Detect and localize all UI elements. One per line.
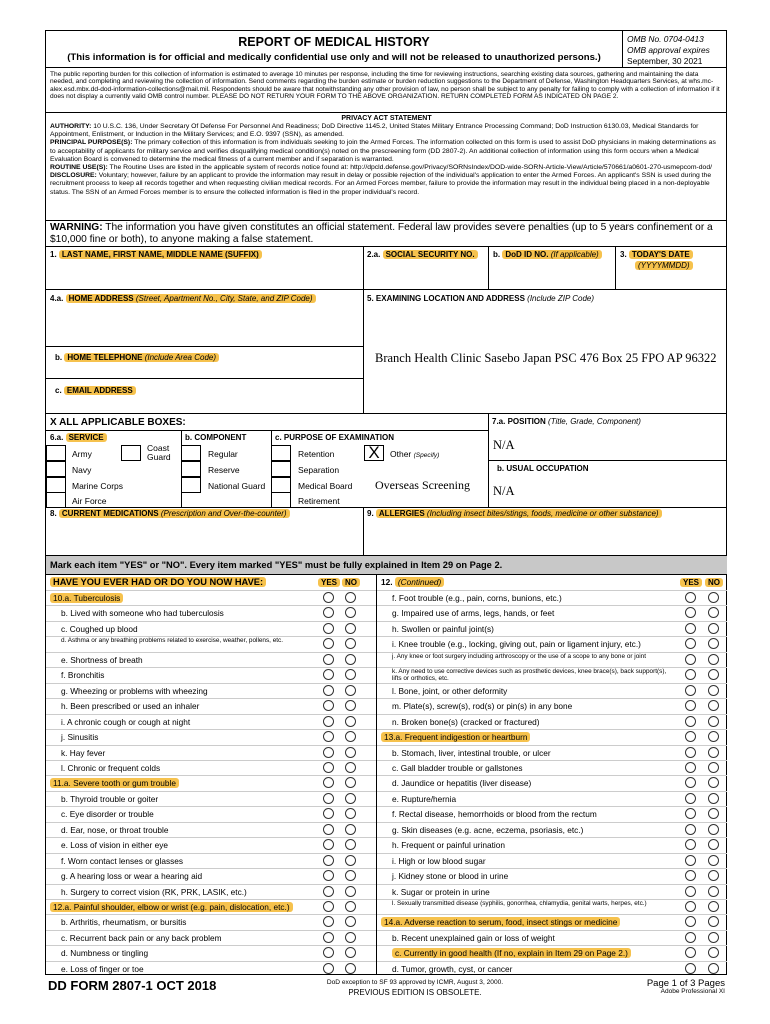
question-text: i. A chronic cough or cough at night — [61, 717, 191, 727]
row-divider — [46, 621, 376, 622]
yes-radio[interactable] — [323, 685, 334, 696]
page-indicator: Page 1 of 3 Pages — [646, 978, 725, 989]
row-divider — [377, 791, 727, 792]
question-text: m. Plate(s), screw(s), rod(s) or pin(s) in any bone — [392, 701, 573, 711]
row-divider — [377, 853, 727, 854]
no-radio[interactable] — [345, 623, 356, 634]
yes-radio[interactable] — [685, 777, 696, 788]
retirement-label: Retirement — [298, 496, 340, 506]
no-radio[interactable] — [345, 700, 356, 711]
retention-label: Retention — [298, 449, 335, 459]
question-text: d. Tumor, growth, cyst, or cancer — [392, 964, 513, 974]
medical-board-label: Medical Board — [298, 481, 353, 491]
yes-radio[interactable] — [685, 886, 696, 897]
field-5-label: 5. EXAMINING LOCATION AND ADDRESS (Include ZIP Code) — [367, 294, 595, 303]
yes-radio[interactable] — [685, 839, 696, 850]
question-text: h. Frequent or painful urination — [392, 840, 506, 850]
question-text: g. Skin diseases (e.g. acne, eczema, psoriasis, etc.) — [392, 825, 584, 835]
row-divider — [377, 698, 727, 699]
yes-radio[interactable] — [323, 916, 334, 927]
question-text: 11.a. Severe tooth or gum trouble — [50, 778, 179, 788]
right-no-header: NO — [705, 578, 723, 587]
question-text: e. Loss of finger or toe — [61, 964, 144, 974]
question-text: 12.a. Painful shoulder, elbow or wrist (e.g. pain, dislocation, etc.) — [50, 902, 293, 912]
regular-checkbox[interactable] — [181, 445, 201, 461]
air-force-checkbox[interactable] — [46, 492, 66, 508]
no-radio[interactable] — [345, 916, 356, 927]
question-text: j. Any knee or foot surgery including arthroscopy or the use of a scope to any bone or joint — [392, 653, 646, 660]
yes-radio[interactable] — [323, 963, 334, 974]
yes-radio[interactable] — [685, 747, 696, 758]
field-3-label: 3. TODAY'S DATE (YYYYMMDD) — [620, 249, 693, 271]
yes-radio[interactable] — [323, 855, 334, 866]
row-divider — [377, 745, 727, 746]
yes-radio[interactable] — [323, 638, 334, 649]
yes-radio[interactable] — [323, 808, 334, 819]
navy-checkbox[interactable] — [46, 461, 66, 477]
row-divider — [377, 914, 727, 915]
question-text: j. Kidney stone or blood in urine — [392, 871, 509, 881]
row-divider — [46, 667, 376, 668]
exception-note: DoD exception to SF 93 approved by ICMR, August 3, 2000. — [326, 979, 504, 986]
yes-radio[interactable] — [685, 654, 696, 665]
no-radio[interactable] — [708, 747, 719, 758]
question-text: c. Currently in good health (If no, explain in Item 29 on Page 2.) — [392, 948, 631, 958]
no-radio[interactable] — [345, 855, 356, 866]
no-radio[interactable] — [708, 808, 719, 819]
row-divider — [377, 590, 727, 591]
field-9-label: 9. ALLERGIES (Including insect bites/stings, foods, medicine or other substance) — [367, 509, 662, 518]
form-number: DD FORM 2807-1 OCT 2018 — [48, 978, 217, 993]
other-label: Other (Specify) — [390, 449, 440, 459]
no-radio[interactable] — [708, 824, 719, 835]
form-title: REPORT OF MEDICAL HISTORY — [238, 35, 430, 49]
question-text: n. Broken bone(s) (cracked or fractured) — [392, 717, 540, 727]
yes-radio[interactable] — [685, 607, 696, 618]
row-divider — [46, 652, 376, 653]
field-4b-label: b. HOME TELEPHONE (Include Area Code) — [55, 353, 219, 362]
yes-radio[interactable] — [323, 947, 334, 958]
yes-radio[interactable] — [685, 592, 696, 603]
row-divider — [46, 729, 376, 730]
no-radio[interactable] — [345, 607, 356, 618]
field-2a-label: 2.a. SOCIAL SECURITY NO. — [367, 250, 478, 259]
row-divider — [377, 930, 727, 931]
yes-radio[interactable] — [685, 947, 696, 958]
marine-corps-checkbox[interactable] — [46, 477, 66, 493]
question-text: g. Wheezing or problems with wheezing — [61, 686, 208, 696]
air-force-label: Air Force — [72, 496, 107, 506]
no-radio[interactable] — [345, 654, 356, 665]
form-subtitle: (This information is for official and medically confidential use only and will not be released to unauthorized persons.) — [67, 52, 601, 63]
privacy-title: PRIVACY ACT STATEMENT — [341, 115, 432, 122]
question-text: g. Impaired use of arms, legs, hands, or feet — [392, 608, 555, 618]
retirement-checkbox[interactable] — [271, 492, 291, 508]
row-divider — [377, 884, 727, 885]
question-text: c. Eye disorder or trouble — [61, 809, 154, 819]
yes-radio[interactable] — [323, 592, 334, 603]
component-label: b. COMPONENT — [185, 433, 247, 442]
no-radio[interactable] — [345, 777, 356, 788]
row-divider — [377, 837, 727, 838]
row-divider — [377, 636, 727, 637]
no-radio[interactable] — [345, 824, 356, 835]
yes-radio[interactable] — [323, 870, 334, 881]
row-divider — [46, 791, 376, 792]
coast-guard-checkbox[interactable] — [121, 445, 141, 461]
no-radio[interactable] — [708, 700, 719, 711]
yes-radio[interactable] — [323, 607, 334, 618]
no-radio[interactable] — [345, 731, 356, 742]
no-radio[interactable] — [345, 947, 356, 958]
right-section-header: 12. (Continued) — [381, 577, 444, 587]
question-text: b. Thyroid trouble or goiter — [61, 794, 159, 804]
yes-radio[interactable] — [323, 700, 334, 711]
question-text: d. Asthma or any breathing problems related to exercise, weather, pollens, etc. — [61, 637, 284, 644]
question-text: f. Rectal disease, hemorrhoids or blood from the rectum — [392, 809, 597, 819]
question-text: i. High or low blood sugar — [392, 856, 486, 866]
army-label: Army — [72, 449, 92, 459]
row-divider — [46, 775, 376, 776]
yes-radio[interactable] — [323, 886, 334, 897]
warning-statement: WARNING: The information you have given constitutes an official statement. Federal law provides severe penalties (up to 5 years confinement or a $10,000 fine or both), to anyone making a false statement. — [50, 222, 713, 245]
yes-radio[interactable] — [685, 762, 696, 773]
no-radio[interactable] — [345, 685, 356, 696]
applicable-boxes-title: X ALL APPLICABLE BOXES: — [50, 417, 186, 428]
question-text: c. Coughed up blood — [61, 624, 138, 634]
question-text: d. Ear, nose, or throat trouble — [61, 825, 169, 835]
yes-radio[interactable] — [323, 654, 334, 665]
yes-radio[interactable] — [685, 916, 696, 927]
question-text: b. Stomach, liver, intestinal trouble, or ulcer — [392, 748, 551, 758]
marine-corps-label: Marine Corps — [72, 481, 124, 491]
field-4a-label: 4.a. HOME ADDRESS (Street, Apartment No., City, State, and ZIP Code) — [50, 294, 316, 303]
question-text: g. A hearing loss or wear a hearing aid — [61, 871, 203, 881]
field-7b-label: b. USUAL OCCUPATION — [497, 464, 589, 473]
no-radio[interactable] — [708, 762, 719, 773]
question-text: b. Recent unexplained gain or loss of weight — [392, 933, 555, 943]
no-radio[interactable] — [345, 886, 356, 897]
no-radio[interactable] — [708, 916, 719, 927]
question-text: c. Gall bladder trouble or gallstones — [392, 763, 523, 773]
question-text: f. Foot trouble (e.g., pain, corns, bunions, etc.) — [392, 593, 562, 603]
question-text: h. Surgery to correct vision (RK, PRK, LASIK, etc.) — [61, 887, 247, 897]
no-radio[interactable] — [708, 669, 719, 680]
no-radio[interactable] — [708, 716, 719, 727]
no-radio[interactable] — [708, 638, 719, 649]
yes-radio[interactable] — [323, 731, 334, 742]
no-radio[interactable] — [708, 947, 719, 958]
name-input[interactable] — [52, 262, 360, 286]
yes-radio[interactable] — [685, 901, 696, 912]
yes-radio[interactable] — [685, 963, 696, 974]
omb-number: OMB No. 0704-0413 — [627, 34, 704, 44]
no-radio[interactable] — [708, 607, 719, 618]
row-divider — [46, 899, 376, 900]
row-divider — [46, 698, 376, 699]
field-6a-label: 6.a. SERVICE — [50, 433, 107, 442]
row-divider — [377, 868, 727, 869]
yes-radio[interactable] — [323, 824, 334, 835]
row-divider — [377, 683, 727, 684]
row-divider — [46, 806, 376, 807]
yes-radio[interactable] — [323, 669, 334, 680]
occupation-value[interactable]: N/A — [493, 484, 515, 498]
yes-radio[interactable] — [323, 762, 334, 773]
yes-radio[interactable] — [685, 638, 696, 649]
no-radio[interactable] — [345, 932, 356, 943]
adobe-note: Adobe Professional XI — [660, 988, 725, 995]
no-radio[interactable] — [345, 762, 356, 773]
allergies-input[interactable] — [367, 520, 723, 553]
yes-radio[interactable] — [323, 793, 334, 804]
navy-label: Navy — [72, 465, 92, 475]
question-text: h. Been prescribed or used an inhaler — [61, 701, 200, 711]
row-divider — [46, 822, 376, 823]
row-divider — [46, 945, 376, 946]
yes-radio[interactable] — [685, 932, 696, 943]
date-input[interactable] — [619, 272, 723, 287]
row-divider — [46, 590, 376, 591]
row-divider — [46, 853, 376, 854]
question-text: j. Sinusitis — [61, 732, 99, 742]
position-value[interactable]: N/A — [493, 438, 515, 452]
question-text: d. Numbness or tingling — [61, 948, 149, 958]
yes-radio[interactable] — [685, 824, 696, 835]
question-text: f. Worn contact lenses or glasses — [61, 856, 184, 866]
question-text: 10.a. Tuberculosis — [50, 593, 123, 603]
reserve-label: Reserve — [208, 465, 240, 475]
no-radio[interactable] — [708, 932, 719, 943]
row-divider — [377, 945, 727, 946]
row-divider — [46, 605, 376, 606]
yes-radio[interactable] — [323, 901, 334, 912]
omb-date: September, 30 2021 — [627, 56, 703, 66]
no-radio[interactable] — [345, 638, 356, 649]
field-7a-label: 7.a. POSITION (Title, Grade, Component) — [492, 417, 641, 426]
no-radio[interactable] — [345, 901, 356, 912]
no-radio[interactable] — [708, 793, 719, 804]
yes-radio[interactable] — [685, 716, 696, 727]
no-radio[interactable] — [345, 870, 356, 881]
no-radio[interactable] — [708, 855, 719, 866]
yes-radio[interactable] — [323, 747, 334, 758]
question-text: f. Bronchitis — [61, 670, 105, 680]
instruction-text: Mark each item "YES" or "NO". Every item marked "YES" must be fully explained in Item 29 on Page 2. — [50, 560, 503, 570]
left-section-header: HAVE YOU EVER HAD OR DO YOU NOW HAVE: — [50, 577, 266, 587]
row-divider — [46, 837, 376, 838]
question-text: h. Swollen or painful joint(s) — [392, 624, 494, 634]
row-divider — [377, 729, 727, 730]
question-text: d. Jaundice or hepatitis (liver disease) — [392, 778, 532, 788]
no-radio[interactable] — [708, 623, 719, 634]
yes-radio[interactable] — [685, 623, 696, 634]
previous-edition-note: PREVIOUS EDITION IS OBSOLETE. — [348, 988, 482, 997]
dod-id-input[interactable] — [492, 262, 612, 286]
yes-radio[interactable] — [685, 685, 696, 696]
yes-radio[interactable] — [323, 623, 334, 634]
question-text: k. Sugar or protein in urine — [392, 887, 490, 897]
question-text: e. Rupture/hernia — [392, 794, 457, 804]
no-radio[interactable] — [345, 839, 356, 850]
national-guard-checkbox[interactable] — [181, 477, 201, 493]
army-checkbox[interactable] — [46, 445, 66, 461]
no-radio[interactable] — [708, 839, 719, 850]
coast-guard-label: Coast Guard — [147, 443, 171, 462]
question-text: e. Loss of vision in either eye — [61, 840, 168, 850]
yes-radio[interactable] — [685, 700, 696, 711]
row-divider — [46, 714, 376, 715]
no-radio[interactable] — [708, 886, 719, 897]
purpose-label: c. PURPOSE OF EXAMINATION — [275, 433, 394, 442]
question-text: c. Recurrent back pain or any back problem — [61, 933, 222, 943]
no-radio[interactable] — [345, 716, 356, 727]
reserve-checkbox[interactable] — [181, 461, 201, 477]
no-radio[interactable] — [708, 731, 719, 742]
row-divider — [46, 868, 376, 869]
left-yes-header: YES — [318, 578, 340, 587]
question-text: l. Bone, joint, or other deformity — [392, 686, 508, 696]
row-divider — [46, 745, 376, 746]
omb-approval: OMB approval expires — [627, 45, 710, 55]
no-radio[interactable] — [708, 654, 719, 665]
left-no-header: NO — [342, 578, 360, 587]
national-guard-label: National Guard — [208, 481, 266, 491]
examining-location-value[interactable]: Branch Health Clinic Sasebo Japan PSC 476 Box 25 FPO AP 96322 — [375, 351, 717, 365]
yes-radio[interactable] — [323, 777, 334, 788]
no-radio[interactable] — [345, 793, 356, 804]
row-divider — [377, 961, 727, 962]
burden-statement: The public reporting burden for this collection of information is estimated to average 10 minutes per response, including the time for reviewing instructions, searching existing data sources, gathering and maintaining the data needed, and completing and reviewing the collection of information. Send comments regarding the burden estimate or burden reduction suggestions to the Department of Defense, Washington Headquarters Services, at whs.mc-alex.esd.mbx.dd-dod-information-collections@mail.mil. Respondents should be aware that notwithstanding any other provision of law, no person shall be subject to any penalty for failing to comply with a collection of information if it does not display a currently valid OMB control number. PLEASE DO NOT RETURN YOUR FORM TO THE ABOVE ORGANIZATION. RETURN COMPLETED FORM AS INDICATED ON PAGE 2. — [50, 71, 720, 100]
question-text: k. Any need to use corrective devices such as prosthetic devices, knee brace(s), back support(s), lifts or orthotics, etc. — [392, 668, 667, 682]
retention-checkbox[interactable] — [271, 445, 291, 461]
no-radio[interactable] — [708, 870, 719, 881]
separation-label: Separation — [298, 465, 340, 475]
no-radio[interactable] — [708, 685, 719, 696]
question-text: e. Shortness of breath — [61, 655, 143, 665]
yes-radio[interactable] — [685, 855, 696, 866]
regular-label: Regular — [208, 449, 238, 459]
row-divider — [377, 760, 727, 761]
home-address-input[interactable] — [52, 306, 360, 344]
question-text: k. Hay fever — [61, 748, 106, 758]
yes-radio[interactable] — [323, 932, 334, 943]
row-divider — [377, 605, 727, 606]
field-1-label: 1. LAST NAME, FIRST NAME, MIDDLE NAME (SUFFIX) — [50, 250, 262, 259]
medical-board-checkbox[interactable] — [271, 477, 291, 493]
field-8-label: 8. CURRENT MEDICATIONS (Prescription and Over-the-counter) — [50, 509, 290, 518]
row-divider — [46, 683, 376, 684]
row-divider — [46, 914, 376, 915]
row-divider — [377, 775, 727, 776]
question-text: b. Arthritis, rheumatism, or bursitis — [61, 917, 187, 927]
medications-input[interactable] — [52, 520, 360, 553]
yes-radio[interactable] — [685, 793, 696, 804]
question-text: 13.a. Frequent indigestion or heartburn — [381, 732, 530, 742]
yes-radio[interactable] — [685, 870, 696, 881]
question-text: b. Lived with someone who had tuberculosis — [61, 608, 224, 618]
no-radio[interactable] — [345, 808, 356, 819]
no-radio[interactable] — [708, 592, 719, 603]
row-divider — [377, 806, 727, 807]
no-radio[interactable] — [345, 747, 356, 758]
row-divider — [46, 961, 376, 962]
field-4c-label: c. EMAIL ADDRESS — [55, 386, 136, 395]
yes-radio[interactable] — [323, 839, 334, 850]
row-divider — [377, 822, 727, 823]
field-2b-label: b. DoD ID NO. (If applicable) — [493, 250, 602, 259]
question-text: l. Chronic or frequent colds — [61, 763, 161, 773]
no-radio[interactable] — [708, 777, 719, 788]
yes-radio[interactable] — [685, 669, 696, 680]
row-divider — [46, 760, 376, 761]
no-radio[interactable] — [345, 669, 356, 680]
row-divider — [46, 884, 376, 885]
question-text: 14.a. Adverse reaction to serum, food, insect stings or medicine — [381, 917, 620, 927]
other-purpose-value[interactable]: Overseas Screening — [375, 478, 470, 492]
yes-radio[interactable] — [685, 731, 696, 742]
no-radio[interactable] — [708, 963, 719, 974]
no-radio[interactable] — [345, 592, 356, 603]
row-divider — [46, 930, 376, 931]
no-radio[interactable] — [708, 901, 719, 912]
right-yes-header: YES — [680, 578, 702, 587]
ssn-input[interactable] — [367, 262, 485, 286]
yes-radio[interactable] — [685, 808, 696, 819]
row-divider — [377, 714, 727, 715]
no-radio[interactable] — [345, 963, 356, 974]
other-checkbox[interactable]: X — [364, 445, 384, 461]
question-text: i. Knee trouble (e.g., locking, giving out, pain or ligament injury, etc.) — [392, 639, 641, 649]
privacy-statement: AUTHORITY: 10 U.S.C. 136, Under Secretary Of Defense For Personnel And Readiness; DoD Directive 1145.2, United States Military Entrance Processing Command; DoD Instruction 6130.03, Medical Standards for Appointment, Enlistment, or Induction in the Military Services; and E.O. 9397 (SSN), as amended. PRINCIPAL PURPOSE(S): The primary collection of this information is from individuals seeking to join the Armed Forces. The information collected on this form is used to assist DoD physicians in making determinations as to acceptability of applicants for military service and verifies disqualifying medical condition(s) noted on the prescreening form (DD 2807-2). An additional collection of information using this form occurs when a Medical Evaluation Board is convened to determine the medical fitness of a current member and if separation is warranted. ROUTINE USE(S): The Routine Uses are listed in the applicable system of records notice found at: http://dpcld.defense.gov/Privacy/SORNsIndex/DOD-wide-SORN-Article-View/Article/570661/a0601-270-usmepcom-dod/ DISCLOSURE: Voluntary; however, failure by an applicant to provide the information may result in delay or possible rejection of the individual's application to enter the Armed Forces. An applicant's SSN is used during the recruitment process to keep all records together and when requesting civilian medical records. For an Armed Forces member, failure to provide the information may result in the individual being placed in a non-deployable status. The SSN of an Armed Forces member is to ensure the collected information is filed in the proper individual's record. — [50, 123, 716, 196]
yes-radio[interactable] — [323, 716, 334, 727]
separation-checkbox[interactable] — [271, 461, 291, 477]
question-text: l. Sexually transmitted disease (syphilis, gonorrhea, chlamydia, genital warts, herpes, etc.) — [392, 900, 647, 907]
row-divider — [377, 621, 727, 622]
